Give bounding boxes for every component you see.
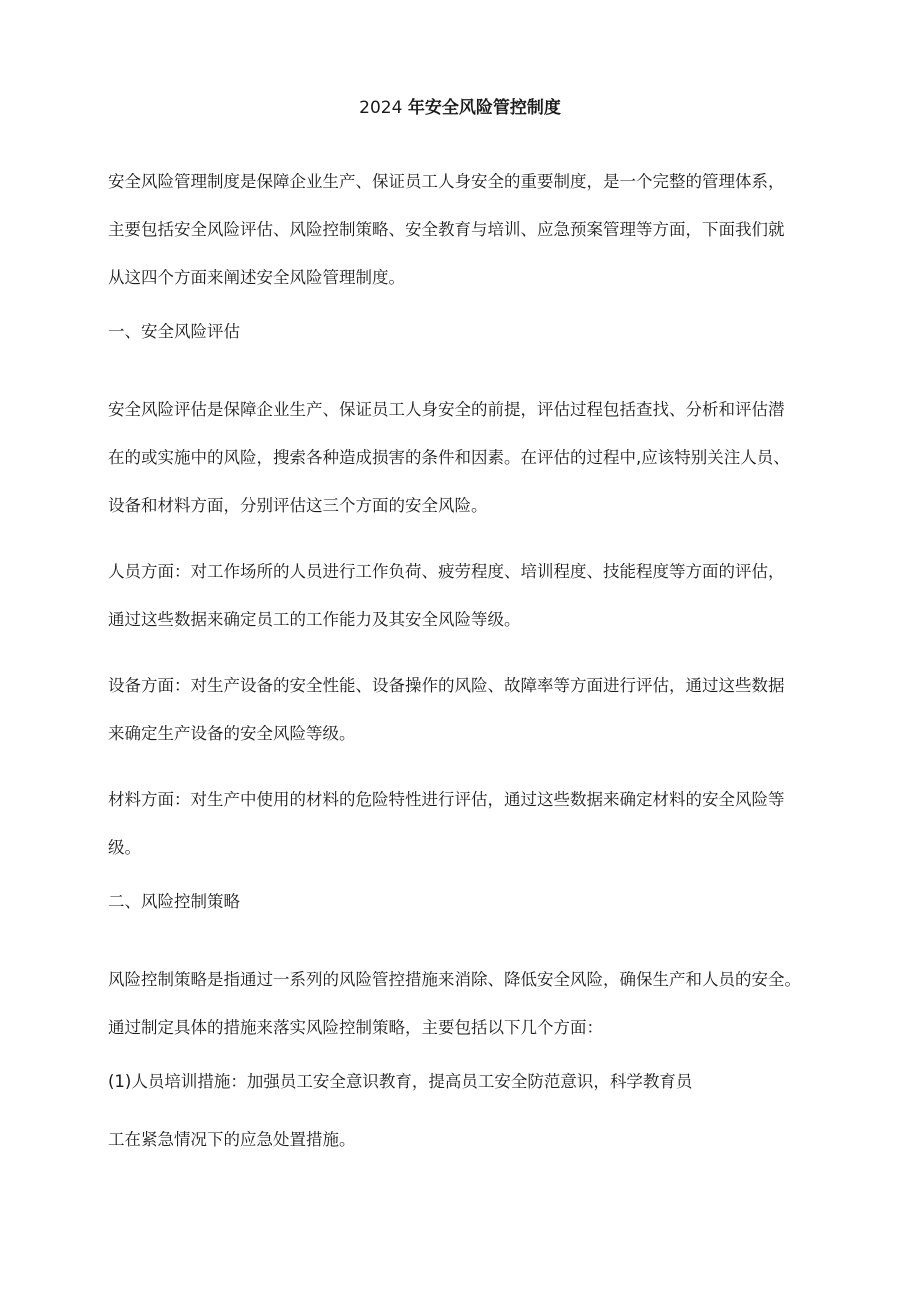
title-year: 2024 [359, 98, 403, 118]
section1-heading: 一、安全风险评估 [108, 322, 240, 341]
intro-line: 从这四个方面来阐述安全风险管理制度。 [108, 268, 405, 287]
section1-line: 安全风险评估是保障企业生产、保证员工人身安全的前提，评估过程包括查找、分析和评估潜 [108, 400, 785, 419]
personnel-line: 通过这些数据来确定员工的工作能力及其安全风险等级。 [108, 610, 521, 629]
section2-paragraph [108, 956, 818, 1052]
section2-heading: 二、风险控制策略 [108, 892, 240, 911]
list-item-1-line1: (1)人员培训措施：加强员工安全意识教育，提高员工安全防范意识，科学教育员 [108, 1072, 693, 1091]
document-title [0, 96, 920, 120]
intro-line: 安全风险管理制度是保障企业生产、保证员工人身安全的重要制度，是一个完整的管理体系， [108, 172, 785, 191]
equipment-line: 来确定生产设备的安全风险等级。 [108, 724, 356, 743]
personnel-line: 人员方面：对工作场所的人员进行工作负荷、疲劳程度、培训程度、技能程度等方面的评估， [108, 562, 785, 581]
personnel-paragraph [108, 548, 818, 644]
equipment-paragraph [108, 662, 818, 758]
section2-line: 通过制定具体的措施来落实风险控制策略，主要包括以下几个方面： [108, 1018, 603, 1037]
section2-line: 风险控制策略是指通过一系列的风险管控措施来消除、降低安全风险，确保生产和人员的安全。 [108, 970, 801, 989]
materials-line: 材料方面：对生产中使用的材料的危险特性进行评估，通过这些数据来确定材料的安全风险等 [108, 790, 785, 809]
section1-line: 设备和材料方面，分别评估这三个方面的安全风险。 [108, 496, 488, 515]
intro-line: 主要包括安全风险评估、风险控制策略、安全教育与培训、应急预案管理等方面，下面我们就 [108, 220, 785, 239]
materials-paragraph [108, 776, 818, 872]
intro-paragraph [108, 158, 818, 302]
section1-line: 在的或实施中的风险，搜索各种造成损害的条件和因素。在评估的过程中,应该特别关注人员、 [108, 448, 790, 467]
equipment-line: 设备方面：对生产设备的安全性能、设备操作的风险、故障率等方面进行评估，通过这些数据 [108, 676, 785, 695]
materials-line: 级。 [108, 838, 141, 857]
list-item-1-line2: 工在紧急情况下的应急处置措施。 [108, 1130, 356, 1149]
section1-paragraph [108, 386, 818, 530]
title-text: 年安全风险管控制度 [407, 98, 561, 118]
